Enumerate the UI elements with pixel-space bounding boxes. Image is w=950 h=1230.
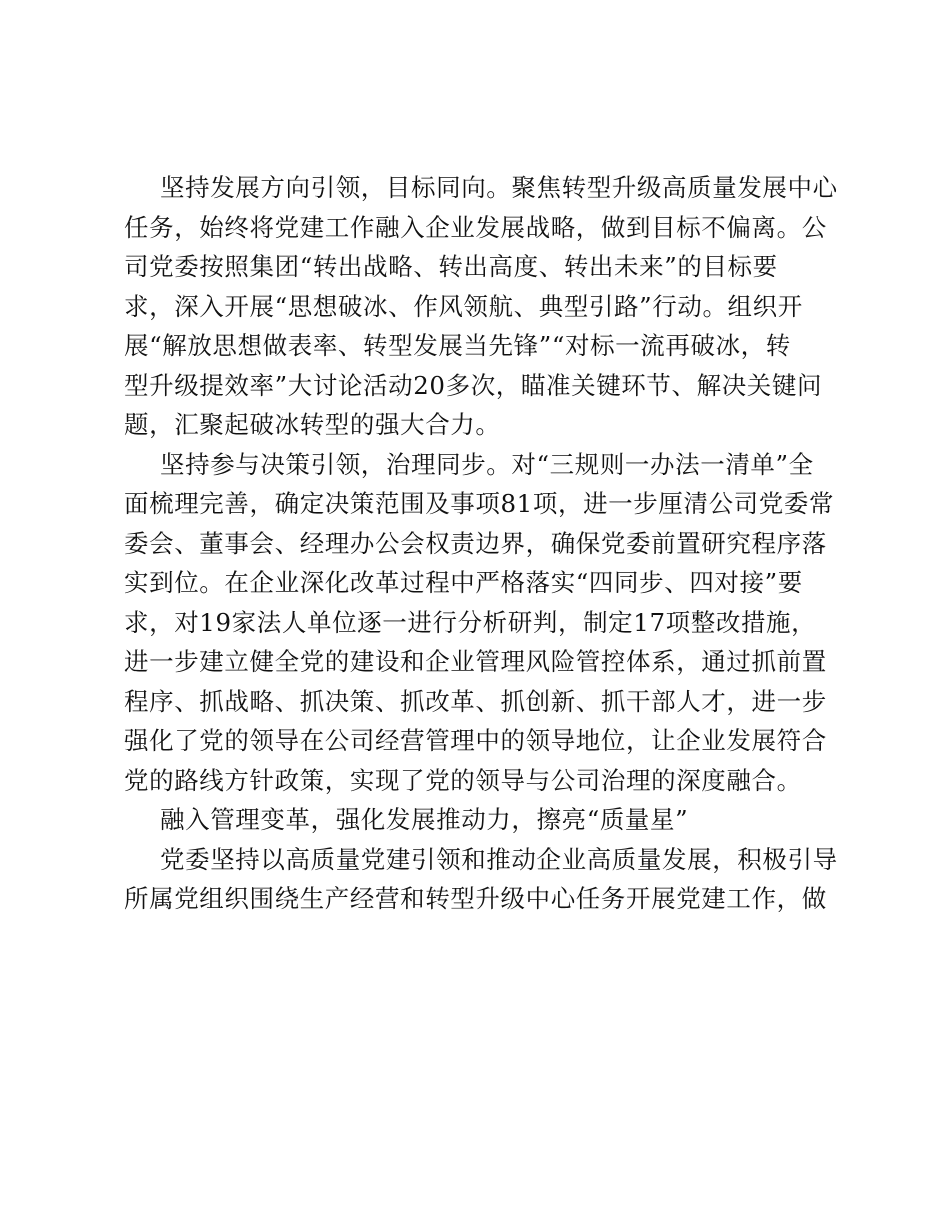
text-line: 任务，始终将党建工作融入企业发展战略，做到目标不偏离。公 [124,212,827,242]
text-line: 所属党组织围绕生产经营和转型升级中心任务开展党建工作，做 [124,884,827,913]
text-line: 展“解放思想做表率、转型发展当先锋”“对标一流再破冰，转 [124,331,791,360]
text-line: 司党委按照集团“转出战略、转出高度、转出未来”的目标要 [124,252,778,281]
text-line: 实到位。在企业深化改革过程中严格落实“四同步、四对接”要 [124,568,803,597]
text-line: 强化了党的领导在公司经营管理中的领导地位，让企业发展符合 [124,726,827,755]
text-line: 进一步建立健全党的建设和企业管理风险管控体系，通过抓前置 [124,647,827,676]
document-body [124,168,836,919]
text-line: 委会、董事会、经理办公会权责边界，确保党委前置研究程序落 [124,528,827,558]
text-line: 党的路线方针政策，实现了党的领导与公司治理的深度融合。 [124,765,802,795]
text-line: 题，汇聚起破冰转型的强大合力。 [124,410,501,439]
text-line: 求，对19家法人单位逐一进行分析研判，制定17项整改措施， [124,607,817,637]
text-line: 型升级提效率”大讨论活动20多次，瞄准关键环节、解决关键问 [124,370,823,400]
paragraph-first-line: 党委坚持以高质量党建引领和推动企业高质量发展，积极引导 [160,844,838,874]
paragraph-first-line: 坚持参与决策引领，治理同步。对“三规则一办法一清单”全 [160,449,814,479]
text-line: 求，深入开展“思想破冰、作风领航、典型引路”行动。组织开 [124,291,803,321]
text-line: 程序、抓战略、抓决策、抓改革、抓创新、抓干部人才，进一步 [124,686,827,716]
paragraph-first-line: 坚持发展方向引领，目标同向。聚焦转型升级高质量发展中心 [160,173,838,202]
text-line: 面梳理完善，确定决策范围及事项81项，进一步厘清公司党委常 [124,489,835,518]
paragraph-first-line: 融入管理变革，强化发展推动力，擦亮“质量星” [160,805,689,834]
